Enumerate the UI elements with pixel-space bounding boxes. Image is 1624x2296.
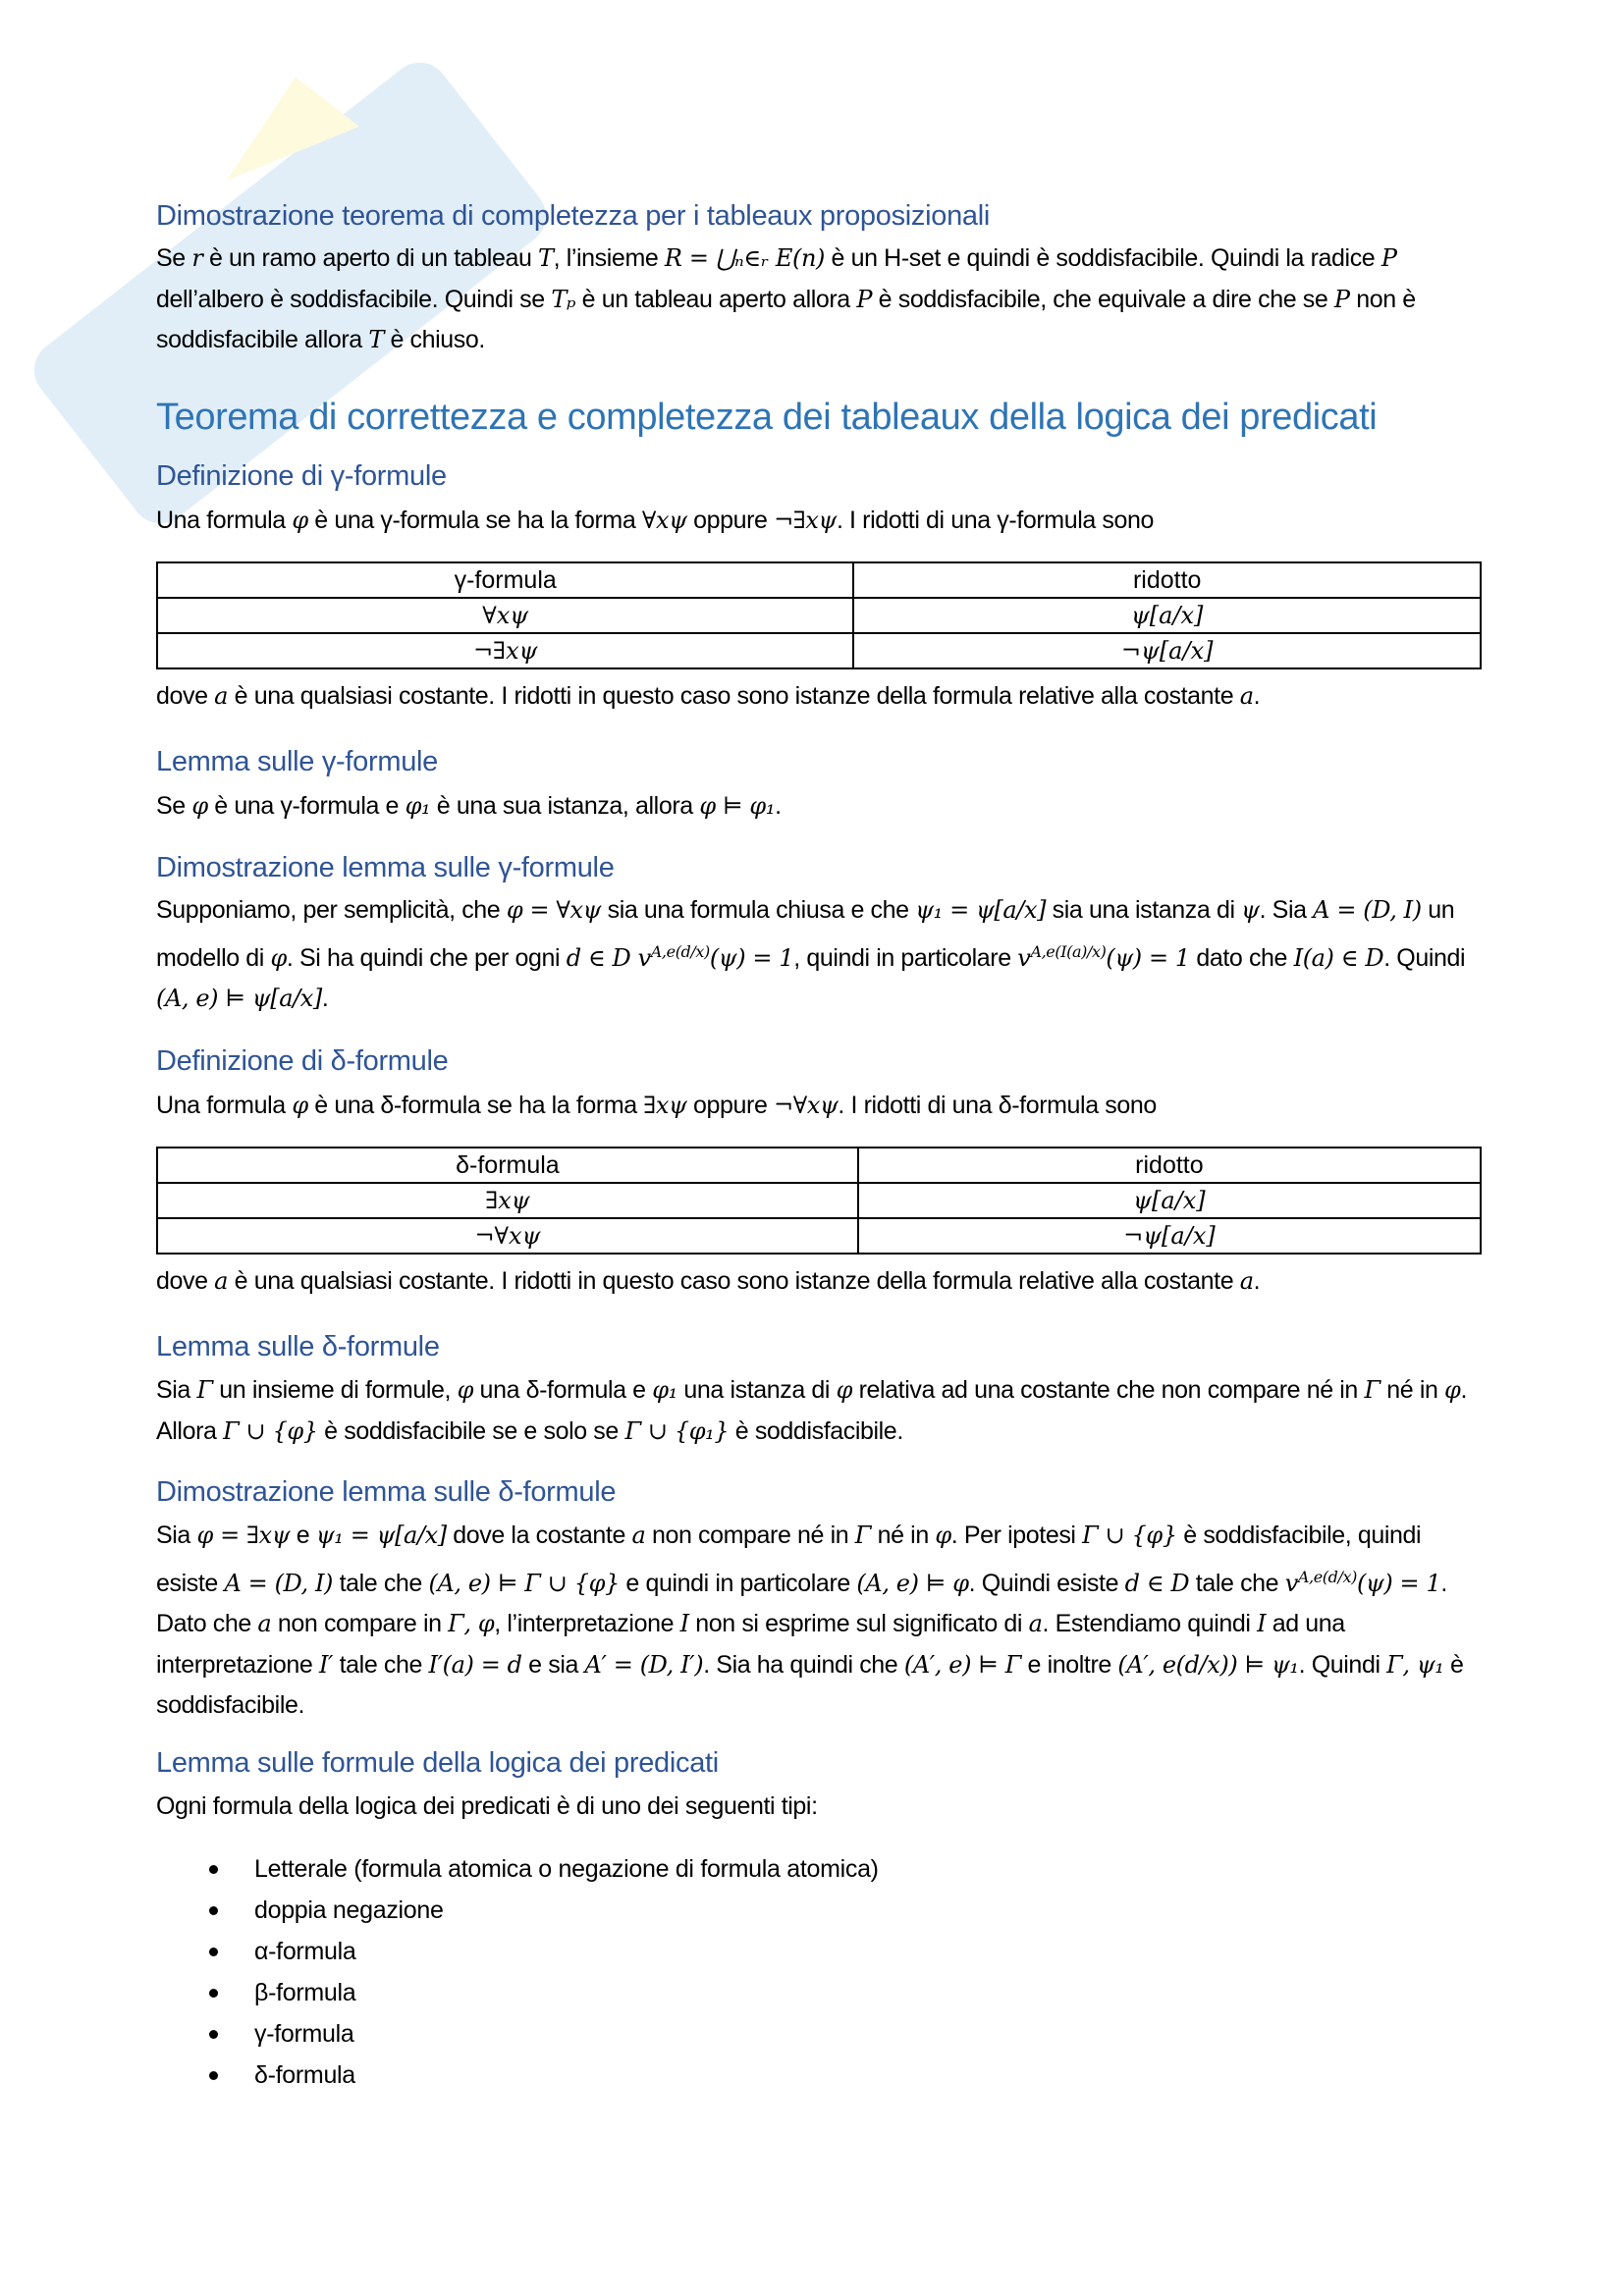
paragraph [156, 1516, 1484, 1727]
subsection-heading: Lemma sulle δ-formule [156, 1331, 440, 1362]
text-run: è una γ-formula e [207, 792, 406, 820]
text-run: . Estendiamo quindi [1042, 1610, 1258, 1637]
text-run: è soddisfacibile, che equivale a dire che se [872, 285, 1334, 313]
text-run: Ogni formula della logica dei predicati è di uno dei seguenti tipi: [156, 1792, 818, 1820]
paragraph [156, 786, 1484, 828]
math-expression: a [1239, 1267, 1254, 1295]
text-run: dell’albero è soddisfacibile. Quindi se [156, 285, 552, 313]
text-run: . Quindi esiste [968, 1569, 1125, 1597]
paragraph [156, 501, 1484, 542]
math-expression: T [368, 326, 384, 353]
math-expression: a [214, 682, 229, 710]
math-expression: $v^{A,e(d/x)}(\psi) = 1$ [1284, 1567, 1441, 1597]
list-item: δ-formula [156, 2055, 1484, 2096]
paragraph [156, 1086, 1484, 1127]
math-expression: I′(a) = d [428, 1650, 522, 1679]
math-expression: A = (D, I) [1313, 896, 1422, 924]
math-expression: Γ [854, 1522, 872, 1549]
math-expression: R = ⋃ₙ∈ᵣ E(n) [664, 244, 826, 272]
math-expression: (A, e) ⊨ Γ ∪ {φ} [428, 1569, 620, 1597]
math-expression: I [1257, 1610, 1267, 1637]
text-run: è una δ-formula se ha la forma [307, 1092, 644, 1119]
text-run: dato che [1189, 943, 1294, 972]
math-expression: (A, e) ⊨ φ [856, 1569, 969, 1597]
math-expression: φ [457, 1376, 474, 1404]
math-expression: Γ, ψ₁ [1386, 1650, 1444, 1679]
text-run: Una formula [156, 1092, 293, 1119]
reduction-table [156, 561, 1482, 669]
math-expression: ψ [1241, 896, 1260, 924]
text-run: e sia [521, 1650, 585, 1679]
math-expression: φ₁ [652, 1376, 677, 1404]
text-run: tale che [333, 1650, 429, 1679]
math-expression: P [856, 285, 873, 313]
table-cell: ψ[a/x] [853, 598, 1481, 633]
subsection-heading: Definizione di δ-formule [156, 1045, 449, 1077]
math-expression: (A, e) ⊨ ψ[a/x] [156, 985, 322, 1012]
paragraph [156, 1370, 1484, 1452]
math-expression: (A′, e(d/x)) ⊨ ψ₁ [1117, 1650, 1299, 1679]
table-cell: ¬∃xψ [157, 633, 853, 668]
text-run: un insieme di formule, [212, 1376, 458, 1404]
math-expression: ∃xψ [643, 1092, 687, 1119]
text-run: non compare né in [645, 1522, 855, 1549]
math-expression: d ∈ D [1124, 1569, 1190, 1597]
table-header-cell: γ-formula [157, 562, 853, 598]
math-expression: ψ₁ = ψ[a/x] [915, 896, 1047, 924]
reduction-table [156, 1147, 1482, 1255]
text-run: né in [1380, 1376, 1445, 1404]
math-expression: ψ₁ = ψ[a/x] [315, 1522, 447, 1549]
math-expression: a [214, 1267, 229, 1295]
section-title: Teorema di correttezza e completezza dei tableaux della logica dei predicati [156, 397, 1378, 438]
math-expression: Γ, φ [448, 1610, 495, 1637]
math-expression: P [1380, 244, 1397, 272]
math-expression: φ₁ [405, 792, 431, 820]
text-run: Se [156, 244, 192, 272]
math-expression: A = (D, I) [224, 1569, 334, 1597]
text-run: , l’insieme [553, 244, 665, 272]
text-run: dove la costante [446, 1522, 632, 1549]
math-expression: φ [270, 943, 287, 972]
math-expression: a [1028, 1610, 1043, 1637]
subsection-heading: Dimostrazione lemma sulle δ-formule [156, 1476, 617, 1508]
text-run: . Si ha quindi che per ogni [286, 943, 567, 972]
text-run: è una qualsiasi costante. I ridotti in questo caso sono istanze della formula relative alla costante [228, 682, 1240, 710]
table-cell: ∃xψ [157, 1183, 858, 1218]
math-expression: φ [191, 792, 208, 820]
table-cell: ¬∀xψ [157, 1218, 858, 1254]
text-run: Supponiamo, per semplicità, che [156, 896, 507, 924]
text-run: . Quindi [1298, 1650, 1387, 1679]
text-run: è un H-set e quindi è soddisfacibile. Quindi la radice [825, 244, 1381, 272]
list-item: α-formula [156, 1931, 1484, 1972]
text-run: . Sia ha quindi che [703, 1650, 904, 1679]
text-run: è una qualsiasi costante. I ridotti in questo caso sono istanze della formula relative alla costante [228, 1267, 1240, 1295]
math-expression: Γ [196, 1376, 213, 1404]
table-header-row [157, 1148, 1481, 1183]
math-expression: A′ = (D, I′) [584, 1650, 704, 1679]
table-header-row [157, 562, 1481, 598]
math-expression: I(a) ∈ D [1293, 943, 1384, 972]
list-item: β-formula [156, 1972, 1484, 2013]
math-expression: φ [292, 507, 308, 534]
text-run: Sia [156, 1522, 197, 1549]
text-run: è un tableau aperto allora [575, 285, 857, 313]
text-run: sia una istanza di [1046, 896, 1242, 924]
paragraph [156, 1787, 1484, 1828]
math-expression: r [191, 244, 203, 272]
text-run: . Per ipotesi [950, 1522, 1083, 1549]
list-item: Letterale (formula atomica o negazione di formula atomica) [156, 1848, 1484, 1890]
text-run: è una sua istanza, allora [430, 792, 700, 820]
table-header-cell: ridotto [858, 1148, 1481, 1183]
math-expression: P [1333, 285, 1350, 313]
text-run: dove [156, 682, 215, 710]
subsection-heading: Lemma sulle γ-formule [156, 746, 439, 777]
math-expression: Γ ∪ {φ} [1082, 1522, 1177, 1549]
subsection-heading: Dimostrazione lemma sulle γ-formule [156, 852, 615, 883]
math-expression: $v^{A,e(I(a)/x)}(\psi) = 1$ [1017, 941, 1190, 972]
math-expression: φ ⊨ φ₁ [699, 792, 776, 820]
text-run: . Sia [1259, 896, 1314, 924]
math-expression: a [257, 1610, 272, 1637]
list-item: γ-formula [156, 2013, 1484, 2055]
paragraph [156, 676, 1484, 718]
text-run: . [321, 985, 329, 1012]
text-run: non è soddisfacibile allora [156, 285, 1416, 353]
text-run: è soddisfacibile. [156, 1650, 1464, 1719]
text-run: , l’interpretazione [494, 1610, 680, 1637]
text-run: è una γ-formula se ha la forma [307, 507, 642, 534]
table-row [157, 633, 1481, 668]
table-cell: ψ[a/x] [858, 1183, 1481, 1218]
table-row [157, 1218, 1481, 1254]
text-run: ad una interpretazione [156, 1610, 1345, 1679]
math-expression: Γ ∪ {φ₁} [624, 1416, 730, 1445]
text-run: tale che [333, 1569, 429, 1597]
text-run: una istanza di [677, 1376, 837, 1404]
bullet-list-wrapper [156, 1848, 1484, 2096]
math-expression: ∀xψ [641, 507, 687, 534]
math-expression: I [679, 1610, 689, 1637]
table-cell: ∀xψ [157, 598, 853, 633]
text-run: e quindi in particolare [619, 1569, 857, 1597]
math-expression: φ [1444, 1376, 1461, 1404]
subsection-heading: Definizione di γ-formule [156, 460, 447, 492]
text-run: Sia [156, 1376, 197, 1404]
text-run: un modello di [156, 896, 1455, 972]
text-run: non si esprime sul significato di [688, 1610, 1029, 1637]
table-header-cell: δ-formula [157, 1148, 858, 1183]
text-run: . [775, 792, 782, 820]
math-expression: a [631, 1522, 646, 1549]
math-expression: Γ ∪ {φ} [223, 1416, 318, 1445]
text-run: oppure [686, 1092, 775, 1119]
text-run: non compare in [271, 1610, 449, 1637]
text-run: è un ramo aperto di un tableau [202, 244, 539, 272]
math-expression: a [1239, 682, 1254, 710]
text-run: tale che [1189, 1569, 1285, 1597]
text-run: e inoltre [1020, 1650, 1118, 1679]
paragraph [156, 890, 1484, 1020]
table-header-cell: ridotto [853, 562, 1481, 598]
table-row [157, 1183, 1481, 1218]
math-expression: φ [935, 1522, 951, 1549]
math-expression: φ = ∀xψ [506, 896, 602, 924]
math-expression: I′ [318, 1650, 334, 1679]
table-row [157, 598, 1481, 633]
text-run: . I ridotti di una γ-formula sono [836, 507, 1155, 534]
text-run: sia una formula chiusa e che [601, 896, 916, 924]
list-item: doppia negazione [156, 1890, 1484, 1931]
text-run: è chiuso. [383, 326, 485, 353]
math-expression: T [538, 244, 554, 272]
subsection-heading: Dimostrazione teorema di completezza per i tableaux proposizionali [156, 200, 991, 232]
text-run: . I ridotti di una δ-formula sono [838, 1092, 1157, 1119]
text-run: . [1253, 682, 1261, 710]
math-expression: ¬∃xψ [774, 507, 837, 534]
text-run: relativa ad una costante che non compare né in [852, 1376, 1365, 1404]
table-cell: ¬ψ[a/x] [858, 1218, 1481, 1254]
reduction-table-wrapper [156, 1147, 1484, 1255]
text-run: , quindi in particolare [793, 943, 1018, 972]
text-run: e [290, 1522, 316, 1549]
text-run: oppure [686, 507, 775, 534]
text-run: Se [156, 792, 192, 820]
text-run: . Dato che [156, 1569, 1447, 1637]
text-run: . [1253, 1267, 1261, 1295]
text-run: è soddisfacibile. [729, 1416, 903, 1445]
text-run: né in [871, 1522, 936, 1549]
text-run: è soddisfacibile, quindi esiste [156, 1522, 1422, 1597]
math-expression: Γ [1364, 1376, 1380, 1404]
table-cell: ¬ψ[a/x] [853, 633, 1481, 668]
math-expression: Tₚ [551, 285, 576, 313]
math-expression: d ∈ D $v^{A,e(d/x)}(\psi) = 1$ [566, 941, 794, 972]
text-run: . Allora [156, 1376, 1467, 1445]
paragraph [156, 239, 1484, 361]
bullet-list [156, 1848, 1484, 2096]
math-expression: φ [836, 1376, 853, 1404]
math-expression: φ = ∃xψ [196, 1522, 291, 1549]
math-expression: (A′, e) ⊨ Γ [903, 1650, 1021, 1679]
text-run: Una formula [156, 507, 293, 534]
paragraph [156, 1261, 1484, 1303]
math-expression: ¬∀xψ [774, 1092, 839, 1119]
text-run: . Quindi [1383, 943, 1466, 972]
subsection-heading: Lemma sulle formule della logica dei predicati [156, 1747, 719, 1779]
reduction-table-wrapper [156, 561, 1484, 669]
text-run: è soddisfacibile se e solo se [317, 1416, 625, 1445]
text-run: dove [156, 1267, 215, 1295]
math-expression: φ [292, 1092, 308, 1119]
text-run: una δ-formula e [473, 1376, 653, 1404]
